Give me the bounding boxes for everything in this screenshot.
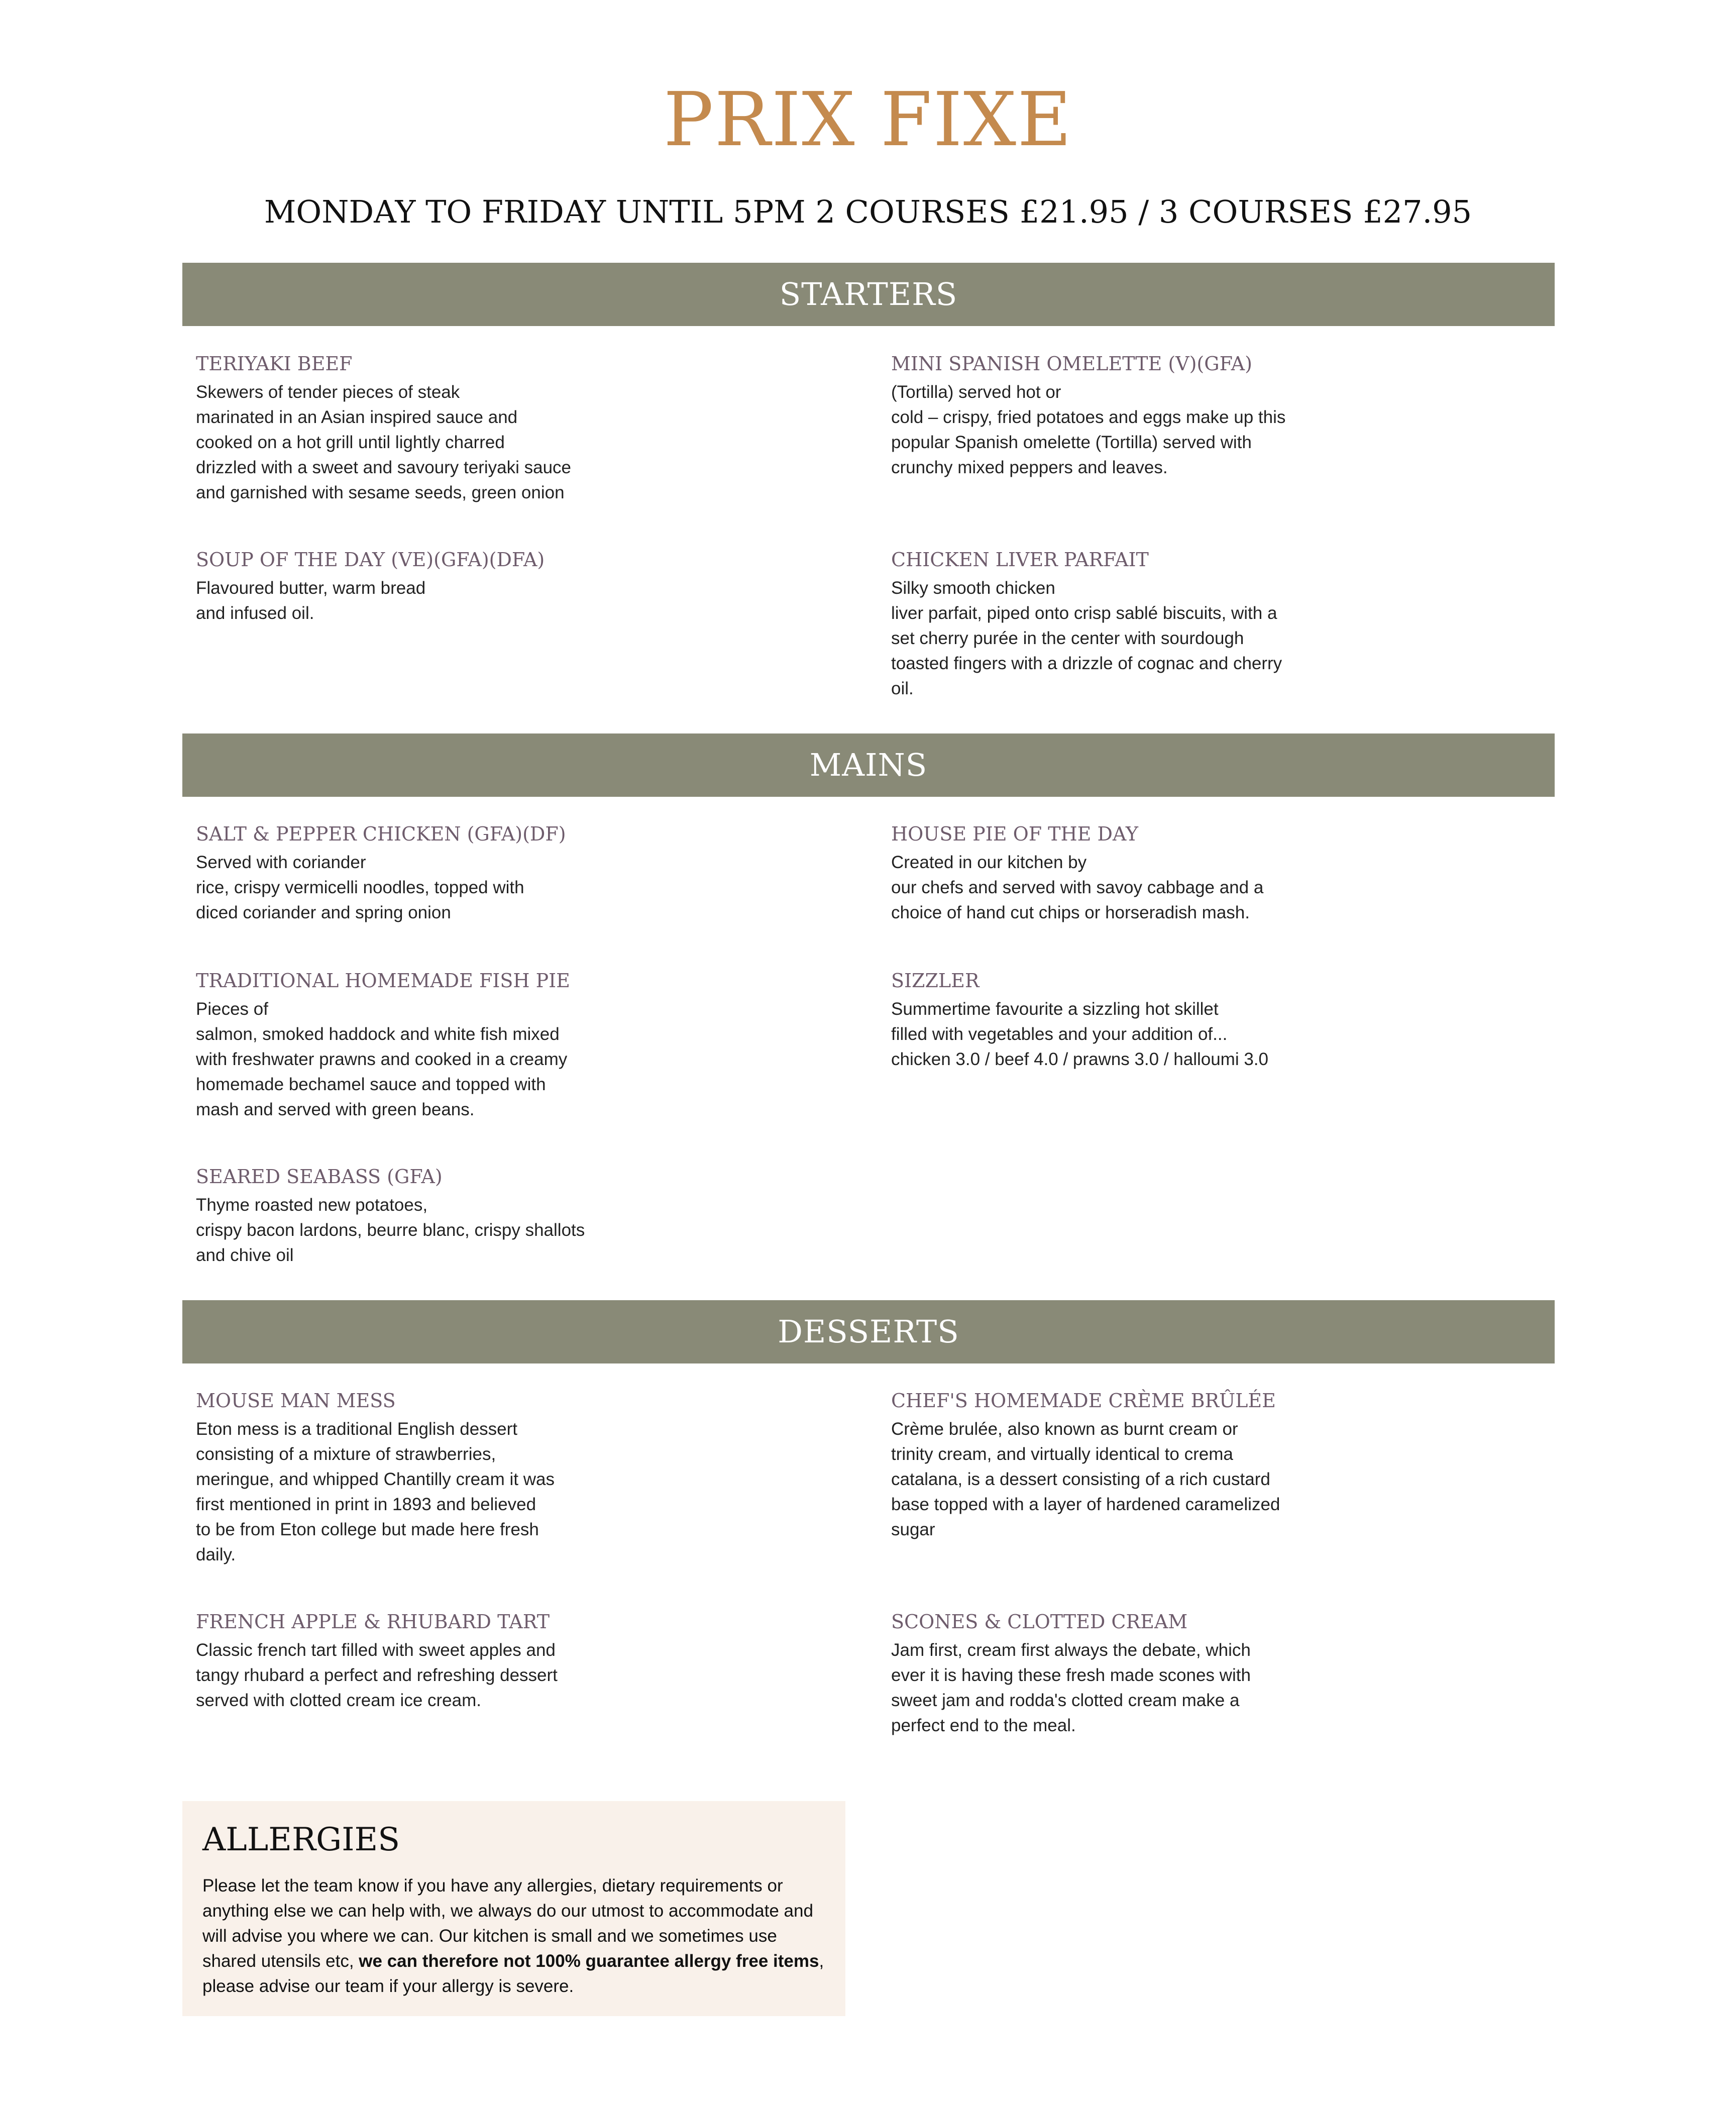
menu-item-description: Created in our kitchen by our chefs and served with savoy cabbage and a choice of hand cut chips or horseradish mash. — [891, 853, 1264, 922]
menu-item-name: SCONES & CLOTTED CREAM — [891, 1611, 1188, 1633]
menu-item — [891, 352, 1343, 480]
menu-item-name: TRADITIONAL HOMEMADE FISH PIE — [196, 970, 570, 992]
menu-item — [891, 969, 1343, 1072]
menu-item-description: Jam first, cream first always the debate, which ever it is having these fresh made scones with sweet jam and rodda's clotted cream make a perfect end to the meal. — [891, 1640, 1251, 1735]
allergies-text-intro: Please let the team know if you have any allergies, dietary requirements or anything else we can help with, we always do our utmost to accommodate and will advise you where we can. Our kitchen is small and we sometimes use shared utensils etc, — [202, 1876, 813, 1971]
menu-item — [196, 969, 648, 1122]
menu-item-name: SIZZLER — [891, 970, 980, 992]
menu-item — [196, 1610, 648, 1713]
section-header-mains: MAINS — [182, 733, 1555, 797]
allergies-title: ALLERGIES — [202, 1821, 400, 1858]
menu-item-name: CHEF'S HOMEMADE CRÈME BRÛLÉE — [891, 1390, 1276, 1412]
menu-item-name: FRENCH APPLE & RHUBARD TART — [196, 1611, 550, 1633]
menu-item — [891, 1610, 1343, 1738]
menu-item-description: Flavoured butter, warm bread and infused oil. — [196, 578, 426, 623]
menu-item-description: Thyme roasted new potatoes, crispy bacon lardons, beurre blanc, crispy shallots and chive oil — [196, 1195, 585, 1265]
menu-item — [891, 822, 1343, 925]
menu-item — [891, 548, 1343, 701]
menu-item — [196, 352, 648, 505]
menu-item-name: TERIYAKI BEEF — [196, 353, 353, 375]
menu-item-description: Served with coriander rice, crispy vermicelli noodles, topped with diced coriander and spring onion — [196, 853, 524, 922]
menu-item-description: Summertime favourite a sizzling hot skillet filled with vegetables and your addition of... chicken 3.0 / beef 4.0 / prawns 3.0 / halloumi 3.0 — [891, 999, 1268, 1069]
menu-item-name: HOUSE PIE OF THE DAY — [891, 823, 1138, 845]
menu-item-name: CHICKEN LIVER PARFAIT — [891, 549, 1149, 571]
page-subtitle: MONDAY TO FRIDAY UNTIL 5PM 2 COURSES £21.95 / 3 COURSES £27.95 — [264, 193, 1472, 230]
section-header-desserts: DESSERTS — [182, 1300, 1555, 1363]
menu-item-description: Pieces of salmon, smoked haddock and white fish mixed with freshwater prawns and cooked in a creamy homemade bechamel sauce and topped with mash and served with green beans. — [196, 999, 568, 1119]
menu-item-description: (Tortilla) served hot or cold – crispy, fried potatoes and eggs make up this popular Spanish omelette (Tortilla) served with crunchy mixed peppers and leaves. — [891, 382, 1286, 477]
menu-item-name: SALT & PEPPER CHICKEN (GFA)(DF) — [196, 823, 566, 845]
menu-item — [196, 548, 648, 626]
menu-item-name: MINI SPANISH OMELETTE (V)(GFA) — [891, 353, 1252, 375]
menu-item-name: SOUP OF THE DAY (VE)(GFA)(DFA) — [196, 549, 545, 571]
menu-item — [891, 1389, 1343, 1542]
menu-item — [196, 1389, 648, 1567]
menu-item-name: SEARED SEABASS (GFA) — [196, 1166, 443, 1188]
menu-item-description: Classic french tart filled with sweet apples and tangy rhubard a perfect and refreshing dessert served with clotted cream ice cream. — [196, 1640, 558, 1710]
page-title: PRIX FIXE — [663, 76, 1073, 163]
menu-item-description: Eton mess is a traditional English dessert consisting of a mixture of strawberries, meringue, and whipped Chantilly cream it was first mentioned in print in 1893 and believed to be from Eton college but made here fresh daily. — [196, 1419, 555, 1564]
menu-item-description: Skewers of tender pieces of steak marinated in an Asian inspired sauce and cooked on a hot grill until lightly charred drizzled with a sweet and savoury teriyaki sauce and garnished with sesame seeds, green onion — [196, 382, 572, 502]
menu-item-name: MOUSE MAN MESS — [196, 1390, 396, 1412]
allergies-text — [202, 1873, 825, 1999]
menu-item-description: Silky smooth chicken liver parfait, piped onto crisp sablé biscuits, with a set cherry purée in the center with sourdough toasted fingers with a drizzle of cognac and cherry oil. — [891, 578, 1282, 698]
allergies-text-outro: , please advise our team if your allergy is severe. — [202, 1951, 824, 1996]
section-header-starters: STARTERS — [182, 263, 1555, 326]
menu-item — [196, 1165, 648, 1268]
allergies-text-warning: we can therefore not 100% guarantee allergy free items — [359, 1951, 819, 1971]
menu-item — [196, 822, 648, 925]
allergies-panel — [182, 1801, 845, 2016]
menu-item-description: Crème brulée, also known as burnt cream or trinity cream, and virtually identical to crema catalana, is a dessert consisting of a rich custard base topped with a layer of hardened caramelized sugar — [891, 1419, 1280, 1539]
